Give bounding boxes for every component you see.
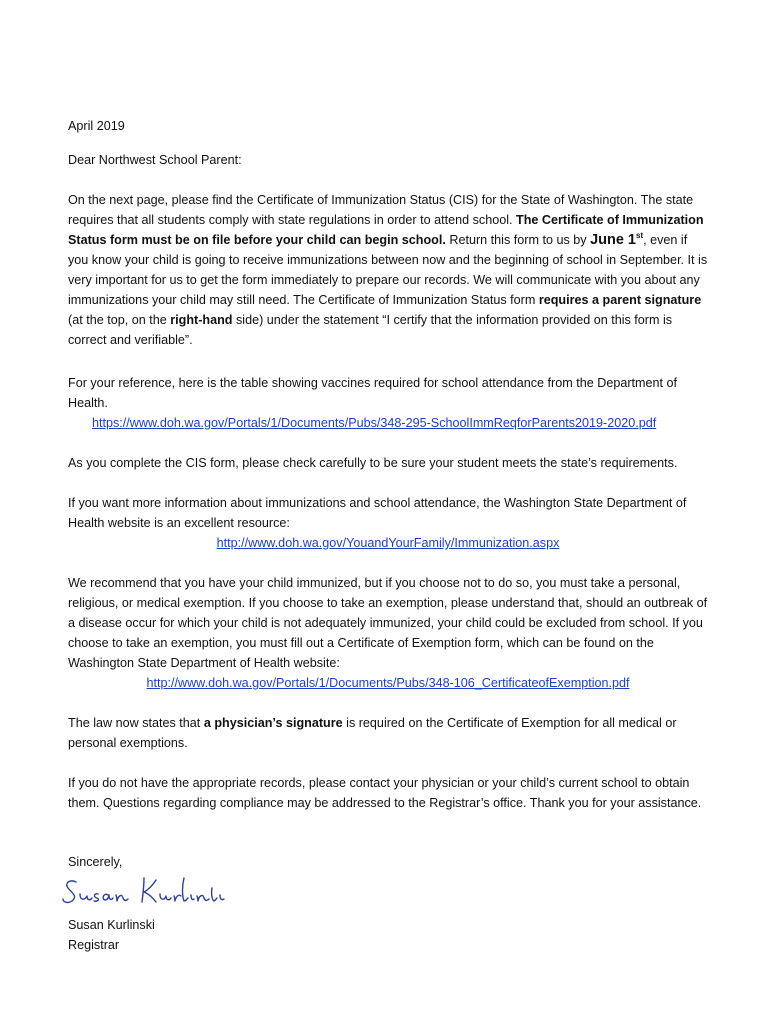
signer-title: Registrar — [68, 938, 120, 952]
signer-name: Susan Kurlinski — [68, 918, 155, 932]
paragraph-more-info — [68, 493, 708, 553]
handwritten-signature — [60, 874, 230, 910]
letter-date: April 2019 — [68, 119, 125, 133]
bold-text: requires a parent signature — [538, 293, 702, 307]
paragraph-physician-signature — [68, 713, 708, 753]
text-segment: On the next page, please find the Certificate of Immunization Status (CIS) for the State of Washington. The state requires that all students comply with state regulations in order to attend school. — [68, 193, 694, 227]
due-date-label: June 1 — [590, 232, 636, 248]
bold-text: The Certificate of Immunization Status form must be on file before your child can begin school. — [68, 213, 704, 247]
due-date — [590, 232, 643, 248]
text-segment: is required on the Certificate of Exemption for all medical or personal exemptions. — [68, 716, 677, 750]
vaccine-requirements-link[interactable]: https://www.doh.wa.gov/Portals/1/Documents/Pubs/348-295-SchoolImmReqforParents2019-2020.pdf — [92, 416, 657, 430]
paragraph-cis-instructions — [68, 190, 708, 350]
due-date-ordinal: st — [636, 231, 644, 241]
immunization-info-link[interactable]: http://www.doh.wa.gov/YouandYourFamily/Immunization.aspx — [216, 536, 560, 550]
paragraph-records: If you do not have the appropriate records, please contact your physician or your child’s current school to obtain them. Questions regarding compliance may be addressed to the Registrar’s office. Thank you for your assistance. — [68, 776, 702, 810]
signature-block — [68, 915, 708, 955]
bold-text: a physician’s signature — [203, 716, 343, 730]
text-segment: , even if you know your child is going to receive immunizations between now and the beginning of school in September. It is very important for us to get the form immediately to prepare our records. We will communicate with you about any immunizations your child may still need. The Certificate of Immunization Status form — [68, 233, 708, 307]
exemption-form-link[interactable]: http://www.doh.wa.gov/Portals/1/Documents/Pubs/348-106_CertificateofExemption.pdf — [146, 676, 630, 690]
bold-text: right-hand — [170, 313, 233, 327]
paragraph-check-requirements: As you complete the CIS form, please check carefully to be sure your student meets the state’s requirements. — [68, 456, 678, 470]
text-segment: side) under the statement “I certify that the information provided on this form is correct and verifiable”. — [68, 313, 673, 347]
letter-greeting: Dear Northwest School Parent: — [68, 153, 242, 167]
text-segment: The law now states that — [68, 716, 204, 730]
paragraph-vaccine-table — [68, 373, 708, 433]
paragraph-text: We recommend that you have your child immunized, but if you choose not to do so, you must take a personal, religious, or medical exemption. If you choose to take an exemption, please understand that, should an outbreak of a disease occur for which your child is not adequately immunized, your child could be excluded from school. If you choose to take an exemption, you must fill out a Certificate of Exemption form, which can be found on the Washington State Department of Health website: — [68, 576, 708, 670]
paragraph-text: For your reference, here is the table showing vaccines required for school attendance from the Department of Health. — [68, 376, 678, 410]
paragraph-exemption — [68, 573, 708, 693]
text-segment: (at the top, on the — [68, 313, 171, 327]
paragraph-text: If you want more information about immunizations and school attendance, the Washington State Department of Health website is an excellent resource: — [68, 496, 687, 530]
text-segment: Return this form to us by — [445, 233, 591, 247]
letter-closing: Sincerely, — [68, 855, 123, 869]
